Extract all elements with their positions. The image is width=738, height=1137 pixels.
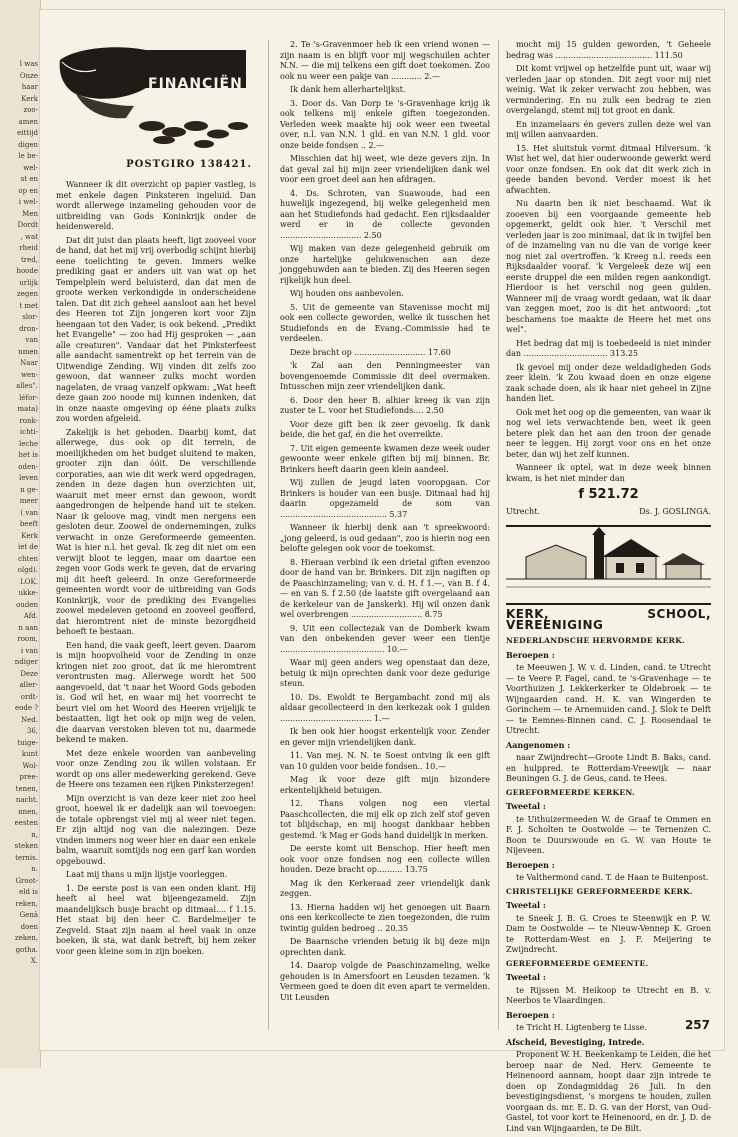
gift-entry: Mag ik den Kerkeraad zeer vriendelijk dank zeggen. xyxy=(280,878,490,898)
adjacent-text-fragment: st en xyxy=(20,175,38,183)
gift-entry: Deze bracht op ............................ 17.60 xyxy=(290,347,451,357)
column-middle xyxy=(280,40,490,1006)
adjacent-text-fragment: i van xyxy=(20,646,38,655)
adjacent-text-fragment: oden- xyxy=(18,462,38,471)
adjacent-text-fragment: nmen xyxy=(18,347,38,356)
adjacent-text-fragment: zeken, xyxy=(15,934,38,942)
adjacent-text-fragment: LOK. xyxy=(20,577,38,586)
adjacent-text-fragment: ( van xyxy=(20,508,38,517)
gift-entry: De eerste komt uit Benschop. Hier heeft men ook voor onze fondsen nog een collecte willen houden. Deze bracht op.......... 13.75 xyxy=(280,844,490,874)
adjacent-page-spine xyxy=(0,0,41,1068)
adjacent-text-fragment: le be- xyxy=(18,152,38,160)
adjacent-text-fragment: zegen xyxy=(17,290,38,298)
church-subheading: Beroepen : xyxy=(506,859,555,870)
gift-entry: Ook met het oog op die gemeenten, van waar ik nog wel iets verwachtende ben, weet ik geen betere plek dan het aan den troon der genade neer te leggen. Hij zorgt voor ons en het onze beter, dan wij het zelf kunnen. xyxy=(506,407,711,459)
church-news-item: te Tricht H. Ligtenberg te Lisse. xyxy=(516,1023,647,1032)
church-section-heading: GEREFORMEERDE KERKEN. xyxy=(506,787,635,797)
gift-entry: Wij maken van deze gelegenheid gebruik om onze hartelijke gelukwenschen aan deze jonggehuwden aan te bieden. Zij des Heeren segen rijkelijk hun deel. xyxy=(280,244,490,285)
page-number: 257 xyxy=(684,1018,710,1032)
financien-paragraph: Zakelijk is het geboden. Daarbij komt, dat allerwege, dus ook op dit terrein, de moeilijkheden om het budget sluitend te maken, grooter zijn dan óóit. De verschillende corporaties, aan wie dit werk werd opgedragen, zenden in deze dagen hun overzichten uit, waaruit met meer ernst dan gewoon, wordt aangedrongen de helpende hand uit te steken. Naar ik geloove mag, vindt men nergens een gesloten deur. Zoowel de ondernemingen, zulks verwacht in onze Gereformeerde gemeenten. Wat is hier n.l. het geval. Ik zeg dit niet om een verwijt bloot te leggen, maar om daartoe een zegen voor Gods werk te geven, dat de ervaring mij dit heeft geleerd. In onze Gereformeerde gemeenten wordt voor de uitbreiding van Gods Koninkrijk, voor de prediking des Evangelies zoowel medeleven getoond en zooveel geofferd, dat hieromtrent niet de minste bezorgdheid behoeft te bestaan. xyxy=(56,427,256,636)
adjacent-text-fragment: op en xyxy=(18,186,38,195)
adjacent-text-fragment: van xyxy=(25,336,38,344)
adjacent-text-fragment: n, xyxy=(31,830,38,839)
church-subheading: Beroepen : xyxy=(506,1009,555,1020)
adjacent-text-fragment: ronk- xyxy=(19,416,38,425)
church-subheading: Beroepen : xyxy=(506,649,555,660)
gift-entry: Wanneer ik hierbij denk aan 't spreekwoord: „jong geleerd, is oud gedaan", zoo is hierin nog een belofte gelegen ook voor de toekomst. xyxy=(280,523,490,553)
kerk-school-header xyxy=(506,525,711,605)
column-financien xyxy=(56,180,256,960)
adjacent-text-fragment: reken, xyxy=(15,899,38,908)
gift-entry: 3. Door ds. Van Dorp te 's-Gravenhage krijg ik ook telkens mij enkele giften toegezonden. Verleden week maakte hij ook weer een tweetal over, n.l. van N.N. 1 gld. en van N.N. 1 gld. voor onze beide fondsen .. 2.— xyxy=(280,98,490,150)
adjacent-text-fragment: Genâ xyxy=(19,911,38,919)
gift-entry: Misschien dat hij weet, wie deze gevers zijn. In dat geval zal hij mijn zeer vriendelijken dank wel voor een groet deel aan hen afdragen. xyxy=(280,154,490,184)
adjacent-text-fragment: leven xyxy=(19,474,38,482)
adjacent-text-fragment: haar xyxy=(21,83,38,91)
adjacent-text-fragment: hoode xyxy=(16,267,38,275)
financien-paragraph: Wanneer ik dit overzicht op papier vastleg, is met enkele dagen Pinksteren ingeluid. Dan wordt allerwege inzameling gehouden voor de uitbreiding van Gods Koninkrijk onder de heidenwereld. xyxy=(56,180,256,231)
adjacent-text-fragment: ndiger xyxy=(14,658,38,666)
financien-header xyxy=(56,40,256,170)
adjacent-text-fragment: Kerk xyxy=(21,531,38,540)
adjacent-text-fragment: Afd. xyxy=(23,612,38,620)
adjacent-text-fragment: dron- xyxy=(19,324,38,333)
adjacent-text-fragment: digen xyxy=(18,140,38,149)
gift-entry: Waar mij geen anders weg openstaat dan deze, betuig ik mijn oprechten dank voor deze gedurige steun. xyxy=(280,658,490,688)
adjacent-text-fragment: Naar xyxy=(20,359,38,367)
signature: Ds. J. GOSLINGA. xyxy=(639,506,711,516)
gift-entry: 10. Ds. Ewoldt te Bergambacht zond mij als aldaar gecollecteerd in den kerkezak ook 1 gulden .................................... 1.— xyxy=(280,692,490,723)
column-right xyxy=(506,40,711,1137)
gift-entry: 9. Uit een collectezak van de Domberk kwam van den onbekenden gever weer een tientje ......................................... 10.— xyxy=(280,623,490,654)
gift-entry: mocht mij 15 gulden geworden, 't Geheele bedrag was ...................................... 111.50 xyxy=(506,40,711,60)
gift-entry: 6. Door den heer B. alhier kreeg ik van zijn zuster te L. voor het Studiefonds.... 2.50 xyxy=(280,395,490,415)
adjacent-text-fragment: urlijk xyxy=(19,278,38,287)
adjacent-text-fragment: mata) xyxy=(17,405,38,413)
church-news-item: te Rijssen M. Heikoop te Utrecht en B. v. Neerbos te Vlaardingen. xyxy=(506,985,711,1005)
adjacent-text-fragment: léfor- xyxy=(19,393,38,402)
gift-entry: Ik gevoel mij onder deze weldadigheden Gods zeer klein. 'k Zou kwaad doen en onze eigene zaak schade doen, als ik haar niet geheel in Zijne handen liet. xyxy=(506,362,711,403)
adjacent-text-fragment: i wel- xyxy=(18,198,38,206)
gift-entry: Voor deze gift ben ik zeer gevoelig. Ik dank beide, die het gaf, én die het overreikte. xyxy=(280,419,490,439)
adjacent-text-fragment: tenen, xyxy=(15,784,38,793)
adjacent-text-fragment: het is xyxy=(18,451,38,459)
gift-entry: 14. Daarop volgde de Paaschinzameling, welke gehouden is in Amersfoort en Leusden tezamen. 'k Vermeen goed te doen dit even apart te vermelden. Uit Leusden xyxy=(280,961,490,1002)
adjacent-text-fragment: Dordt xyxy=(17,221,38,229)
gift-entry: 4. Ds. Schroten, van Suawoude, had een huwelijk ingezegend, bij welke gelegenheid men aan het Studiefonds had gedacht. Een rijksdaalder werd er in de collecte gevonden ................................ 2.50 xyxy=(280,188,490,240)
church-news-item: te Meeuwen J. W. v. d. Linden, cand. te Utrecht — te Veere P. Fagel, cand. te 's-Gravenhage — te Voorthuizen J. Lekkerkerker te Oldebroek — te Wijngaarden cand. H. K. van Wingerden te Gorinchem — te Arnemuiden cand. J. Slok te Delft — te Eemnes-Binnen cand. C. J. Roosendaal te Utrecht. xyxy=(506,663,711,735)
adjacent-text-fragment: wen- xyxy=(20,370,38,379)
church-section-heading: GEREFORMEERDE GEMEENTE. xyxy=(506,958,649,968)
gift-entry: 12. Thans volgen nog een viertal Paaschcollecten, die mij elk op zich zelf stof geven tot blijdschap, en mij hoogst dankbaar hebben gestemd. 'k Mag er Gods hand duidelijk in merken. xyxy=(280,799,490,840)
church-news-item: te Uithuizermeeden W. de Graaf te Ommen en F. J. Scholten te Oostwolde — te Ternenzen C. Boon te Duurswoude en G. W. van Houte te Nijeveen. xyxy=(506,814,711,855)
gift-entry: Ik dank hem allerhartelijkst. xyxy=(290,85,406,94)
financien-paragraph: Mijn overzicht is van deze keer niet zoo heel groot, hoewel ik er dadelijk aan wil toevoegen: de totale opbrengst viel mij al weer niet tegen. Er zijn altijd nog van die nalezingen. Deze vinden immers nog weer hier en daar een enkele balm, waaruit somtijds nog een garf kan worden opgebouwd. xyxy=(56,793,256,866)
gift-entry: 5. Uit de gemeente van Stavenisse mocht mij ook een collecte geworden, welke ik tusschen het Studiefonds en de Evang.-Commissie had te verdeelen. xyxy=(280,302,490,343)
adjacent-text-fragment: ternis. xyxy=(15,853,38,862)
church-school-illustration xyxy=(506,527,711,599)
adjacent-text-fragment: chten xyxy=(18,554,38,563)
gift-entry: Mag ik voor deze gift mijn bizondere erkentelijkheid betuigen. xyxy=(280,775,490,795)
adjacent-text-fragment: nacht. xyxy=(15,796,38,804)
financien-paragraph: Dat dit juist dan plaats heeft, ligt zooveel voor de hand, dat het mij vrij overbodig schijnt hierbij eene toelichting te geven. Immers welke prediking gaat er anders uit van wat op het Tempelplein werd beluisterd, dan dat men de groote werken verkondigde in onderscheidene talen. Dat dit zich geheel aansloot aan het bevel des Heeren tot Zijn jongeren kort voor Zijn heengaan tot den Vader, is ook bekend. „Predikt het Evangelie" — zoo had Hij gesproken — „aan alle creaturen". Vandaar dat het Pinksterfeest alle aandacht samentrekt op het terrein van de Uitwendige Zending. Wij vinden dit zelfs zoo gewoon, dat wanneer zulks mocht worden nagelaten, de vraag vanzelf opkwam: „Wat heeft deze gaan zoo noode mij kunnen indenken, dat in onze naaste omgeving op ééne plaats zulks zou worden afgeleid. xyxy=(56,235,256,423)
gift-entry: 15. Het sluitstuk vormt ditmaal Hilversum. 'k Wist het wel, dat hier ouderwoonde gewerkt werd voor onze fondsen. En ook dat dit werk zich in geede banden bevond. Verder moest ik het afwachten. xyxy=(506,143,711,195)
church-subheading: Tweetal : xyxy=(506,801,546,811)
financien-title: FINANCIËN xyxy=(148,76,243,92)
newspaper-page xyxy=(40,10,724,1133)
gift-entry: 2. Te 's-Gravenmoer heb ik een vriend wonen — zijn naam is en blijft voor mij wegschuilen achter N.N. — die mij telkens een gift doet toekomen. Zoo ook nu weer een pakje van ............ 2.— xyxy=(280,40,490,81)
church-subheading: Tweetal : xyxy=(506,972,546,982)
adjacent-text-fragment: iet de xyxy=(17,543,38,551)
adjacent-text-fragment: leche xyxy=(19,439,38,448)
adjacent-text-fragment: tred, xyxy=(20,255,38,264)
gift-entry: 11. Van mej. N. N. te Soest ontving ik een gift van 10 gulden voor beide fondsen.. 10.— xyxy=(280,751,490,771)
adjacent-text-fragment: Groot- xyxy=(15,876,38,885)
adjacent-text-fragment: steken xyxy=(14,842,38,850)
gift-entry: Het bedrag dat mij is toebedeeld is niet minder dan ................................. 313.25 xyxy=(506,338,711,358)
adjacent-text-fragment: pree- xyxy=(19,773,38,781)
postgiro-number: POSTGIRO 138421. xyxy=(126,159,252,170)
adjacent-text-fragment: rheid xyxy=(19,244,38,252)
adjacent-text-fragment: gotha. xyxy=(15,945,38,954)
gift-entry: De Baarnsche vrienden betuig ik bij deze mijn oprechten dank. xyxy=(280,937,490,957)
church-news-item: te Sneek J. B. G. Croes te Steenwijk en P. W. Dam te Oostwolde — te Nieuw-Vennep K. Groen te Rotterdam-West en J. F. Meijering te Zwijndrecht. xyxy=(506,913,711,954)
adjacent-text-fragment: n ge- xyxy=(20,485,38,494)
place: Utrecht. xyxy=(506,506,540,516)
adjacent-text-fragment: olgd). xyxy=(17,566,38,574)
church-subheading: Aangenomen : xyxy=(506,739,571,750)
adjacent-text-fragment: Men xyxy=(22,209,38,218)
adjacent-text-fragment: ordt- xyxy=(20,692,38,701)
gift-entry: En inzamelaars én gevers zullen deze wel van mij willen aanvaarden. xyxy=(506,119,711,139)
adjacent-text-fragment: kunt xyxy=(21,750,38,758)
kerk-school-title: KERK, SCHOOL, VEREENIGING xyxy=(506,607,711,632)
gift-entry: 7. Uit eigen gemeente kwamen deze week ouder gewoonte weer enkele giften bij mij binnen. Br. Brinkers heeft daarin geen klein aandeel. xyxy=(280,443,490,474)
adjacent-text-fragment: Ned. xyxy=(21,715,38,724)
adjacent-text-fragment: eld is xyxy=(19,888,38,896)
financien-paragraph: Met deze enkele woorden van aanbeveling voor onze Zending zou ik willen volstaan. Er wordt op ons aller medewerking gerekend. Geve de Heere ons tezamen een rijken Pinksterzegen! xyxy=(56,748,256,789)
gift-entry: 13. Hierna hadden wij het genoegen uit Baarn ons een kerkcollecte te zien toegezonden, die ruim twintig gulden bedroeg .. 20.35 xyxy=(280,902,490,933)
hand-coins-illustration xyxy=(56,40,256,158)
adjacent-text-fragment: X. xyxy=(30,957,38,965)
column-rule xyxy=(498,40,499,1030)
gift-entry: Nu daarin ben ik niet beschaamd. Wat ik zooeven bij een voorgaande gemeente heb opgemerkt, geldt ook hier. 't Verschil met verleden jaar is zoo minimaal, dat ik in twijfel ben of de inzameling van nu die van de vorige keer nog niet zal overtroffen. 'k Kreeg n.l. reeds een Rijksdaalder vooraf. 'k Vergeleek deze wij een eerste druppel die een milden regen aankondigt. Hierdoor is het verschil nog geen gulden. Wanneer mij de vraag wordt gedaan, wat ik daar van zeggen moet, zoo is dit het antwoord: „tot beschamens toe maakte de Heere het met ons wel". xyxy=(506,199,711,334)
adjacent-text-fragment: nnen, xyxy=(18,807,38,816)
adjacent-text-fragment: ichti- xyxy=(19,428,38,436)
adjacent-text-fragment: n aan xyxy=(18,623,38,632)
gift-entry: Wij houden ons aanbevolen. xyxy=(290,289,404,298)
church-section-heading: NEDERLANDSCHE HERVORMDE KERK. xyxy=(506,636,685,645)
adjacent-text-fragment: 36, xyxy=(26,727,38,735)
adjacent-text-fragment: slor- xyxy=(22,313,38,321)
financien-paragraph: Een hand, die vaak geeft, leert geven. Daarom is mijn hoopvolheid voor de Zending in onze kringen niet zoo groot, dat ik me hieromtrent verontrusten mag. Allerwege wordt het 500 aangevoeld, dat 't naar het Woord Gods geboden is. God wil het, en waar mij het voorrecht te beurt viel om het Woord des Heeren vrijelijk te bestaatten, ligt het ook op mijn weg de velen, die daarvan verstoken bleven tot nu, daarmede bekend te maken. xyxy=(56,640,256,744)
adjacent-text-fragment: Deze xyxy=(20,669,38,678)
adjacent-text-fragment: ouden xyxy=(16,600,38,609)
church-news-item: naar Zwijndrecht—Groote Lindt B. Baks, cand. en hulppred. te Rotterdam-Vreewijk — naar Beuningen G. J. de Geus, cand. te Hees. xyxy=(506,753,711,783)
grand-total: f 521.72 xyxy=(578,487,639,502)
adjacent-text-fragment: ukke- xyxy=(18,589,38,597)
adjacent-text-fragment: eesten xyxy=(14,819,38,827)
adjacent-text-fragment: aller- xyxy=(19,681,38,689)
financien-paragraph: 1. De eerste post is van een onden klant. Hij heeft al heel wat bijeengezameld. Zijn maandelijksch busje bracht op ditmaal.... f 1.15. Het staat bij den heer C. Bardelmeijer te Zegveld. Staat zijn naam al heel vaak in onze boeken, ik sta, wat dank betreft, bij hem zeker voor geen kleine som in zijn boeken. xyxy=(56,883,256,956)
adjacent-text-fragment: t met xyxy=(19,301,38,310)
afscheid-heading: Afscheid, Bevestiging, Intrede. xyxy=(506,1036,645,1047)
adjacent-text-fragment: meer xyxy=(19,497,38,505)
adjacent-text-fragment: tuige- xyxy=(17,738,38,747)
adjacent-text-fragment: n. xyxy=(31,865,38,873)
adjacent-text-fragment: eittijd xyxy=(17,129,38,137)
gift-entry: 8. Hieraan verbind ik een drietal giften evenzoo door de hand van br. Brinkers. Dit zijn nagiften op de Paaschinzameling; van v. d. H. f 1.—, van B. f 4.— en van S. f 2.50 (de laatste gift overgelaand aan de kerkeleur van de Janskerk). Hij wil onzen dank wel overbrengen ............................ 8.75 xyxy=(280,557,490,619)
adjacent-text-fragment: Kerk xyxy=(21,94,38,103)
gift-entry: Wij zullen de jeugd laten vooropgaan. Cor Brinkers is houder van een busje. Ditmaal had hij daarin opgezameld de som van .......................................... 5.37 xyxy=(280,478,490,519)
financien-paragraph: Laat mij thans u mijn lijstje voorleggen. xyxy=(66,870,228,879)
adjacent-text-fragment: Wol- xyxy=(22,761,38,770)
adjacent-text-fragment: beeft xyxy=(19,520,38,528)
adjacent-text-fragment: eode ? xyxy=(15,704,38,712)
column-rule xyxy=(268,40,269,1030)
signature-line xyxy=(506,507,711,518)
adjacent-text-fragment: Onze xyxy=(19,71,38,80)
adjacent-text-fragment: , wat xyxy=(20,232,38,241)
gift-entry: 'k Zal aan den Penningmeester van bovengenoemde Commissie dit deel overmaken. Intusschen mijn zeer vriendelijken dank. xyxy=(280,361,490,391)
adjacent-text-fragment: amen xyxy=(18,117,38,126)
adjacent-text-fragment: doen xyxy=(20,922,38,931)
church-news-item: te Valthermond cand. T. de Haan te Buitenpost. xyxy=(516,873,709,882)
adjacent-text-fragment: room, xyxy=(17,635,38,643)
church-subheading: Tweetal : xyxy=(506,900,546,910)
adjacent-text-fragment: wel- xyxy=(23,163,38,172)
church-section-heading: CHRISTELIJKE GEREFORMEERDE KERK. xyxy=(506,886,693,896)
gift-entry: Ik ben ook hier hoogst erkentelijk voor. Zender en gever mijn vriendelijken dank. xyxy=(280,727,490,747)
adjacent-text-fragment: l was xyxy=(19,60,38,68)
adjacent-text-fragment: alles". xyxy=(16,382,38,390)
gift-entry: Wanneer ik optel, wat in deze week binnen kwam, is het niet minder dan xyxy=(506,463,711,483)
adjacent-text-fragment: zoo- xyxy=(23,106,38,114)
gift-entry: Dit komt vrijwel op hetzelfde punt uit, waar wij verleden jaar op stonden. Dit zegt voor mij niet weinig. Wat ik zeker verwacht zou hebben, was vermindering. En nu zulk een bedrag te zien overgelangd, stemt mij tot groot en dank. xyxy=(506,64,711,115)
afscheid-text: Proponent W. H. Beekenkamp te Leiden, die het beroep naar de Ned. Herv. Gemeente te Heinenoord aannam, hoopt daar zijn intrede te doen op Zondagmiddag 26 Juli. In den bevestigingsdienst, 's morgens te houden, zullen voorgaan ds. mr. E. D. G. van der Horst, van Oud-Gastel, tot voor kort te Heinenoord, en dr. J. D. de Lind van Wijngaarden, te De Bilt. xyxy=(506,1050,711,1133)
